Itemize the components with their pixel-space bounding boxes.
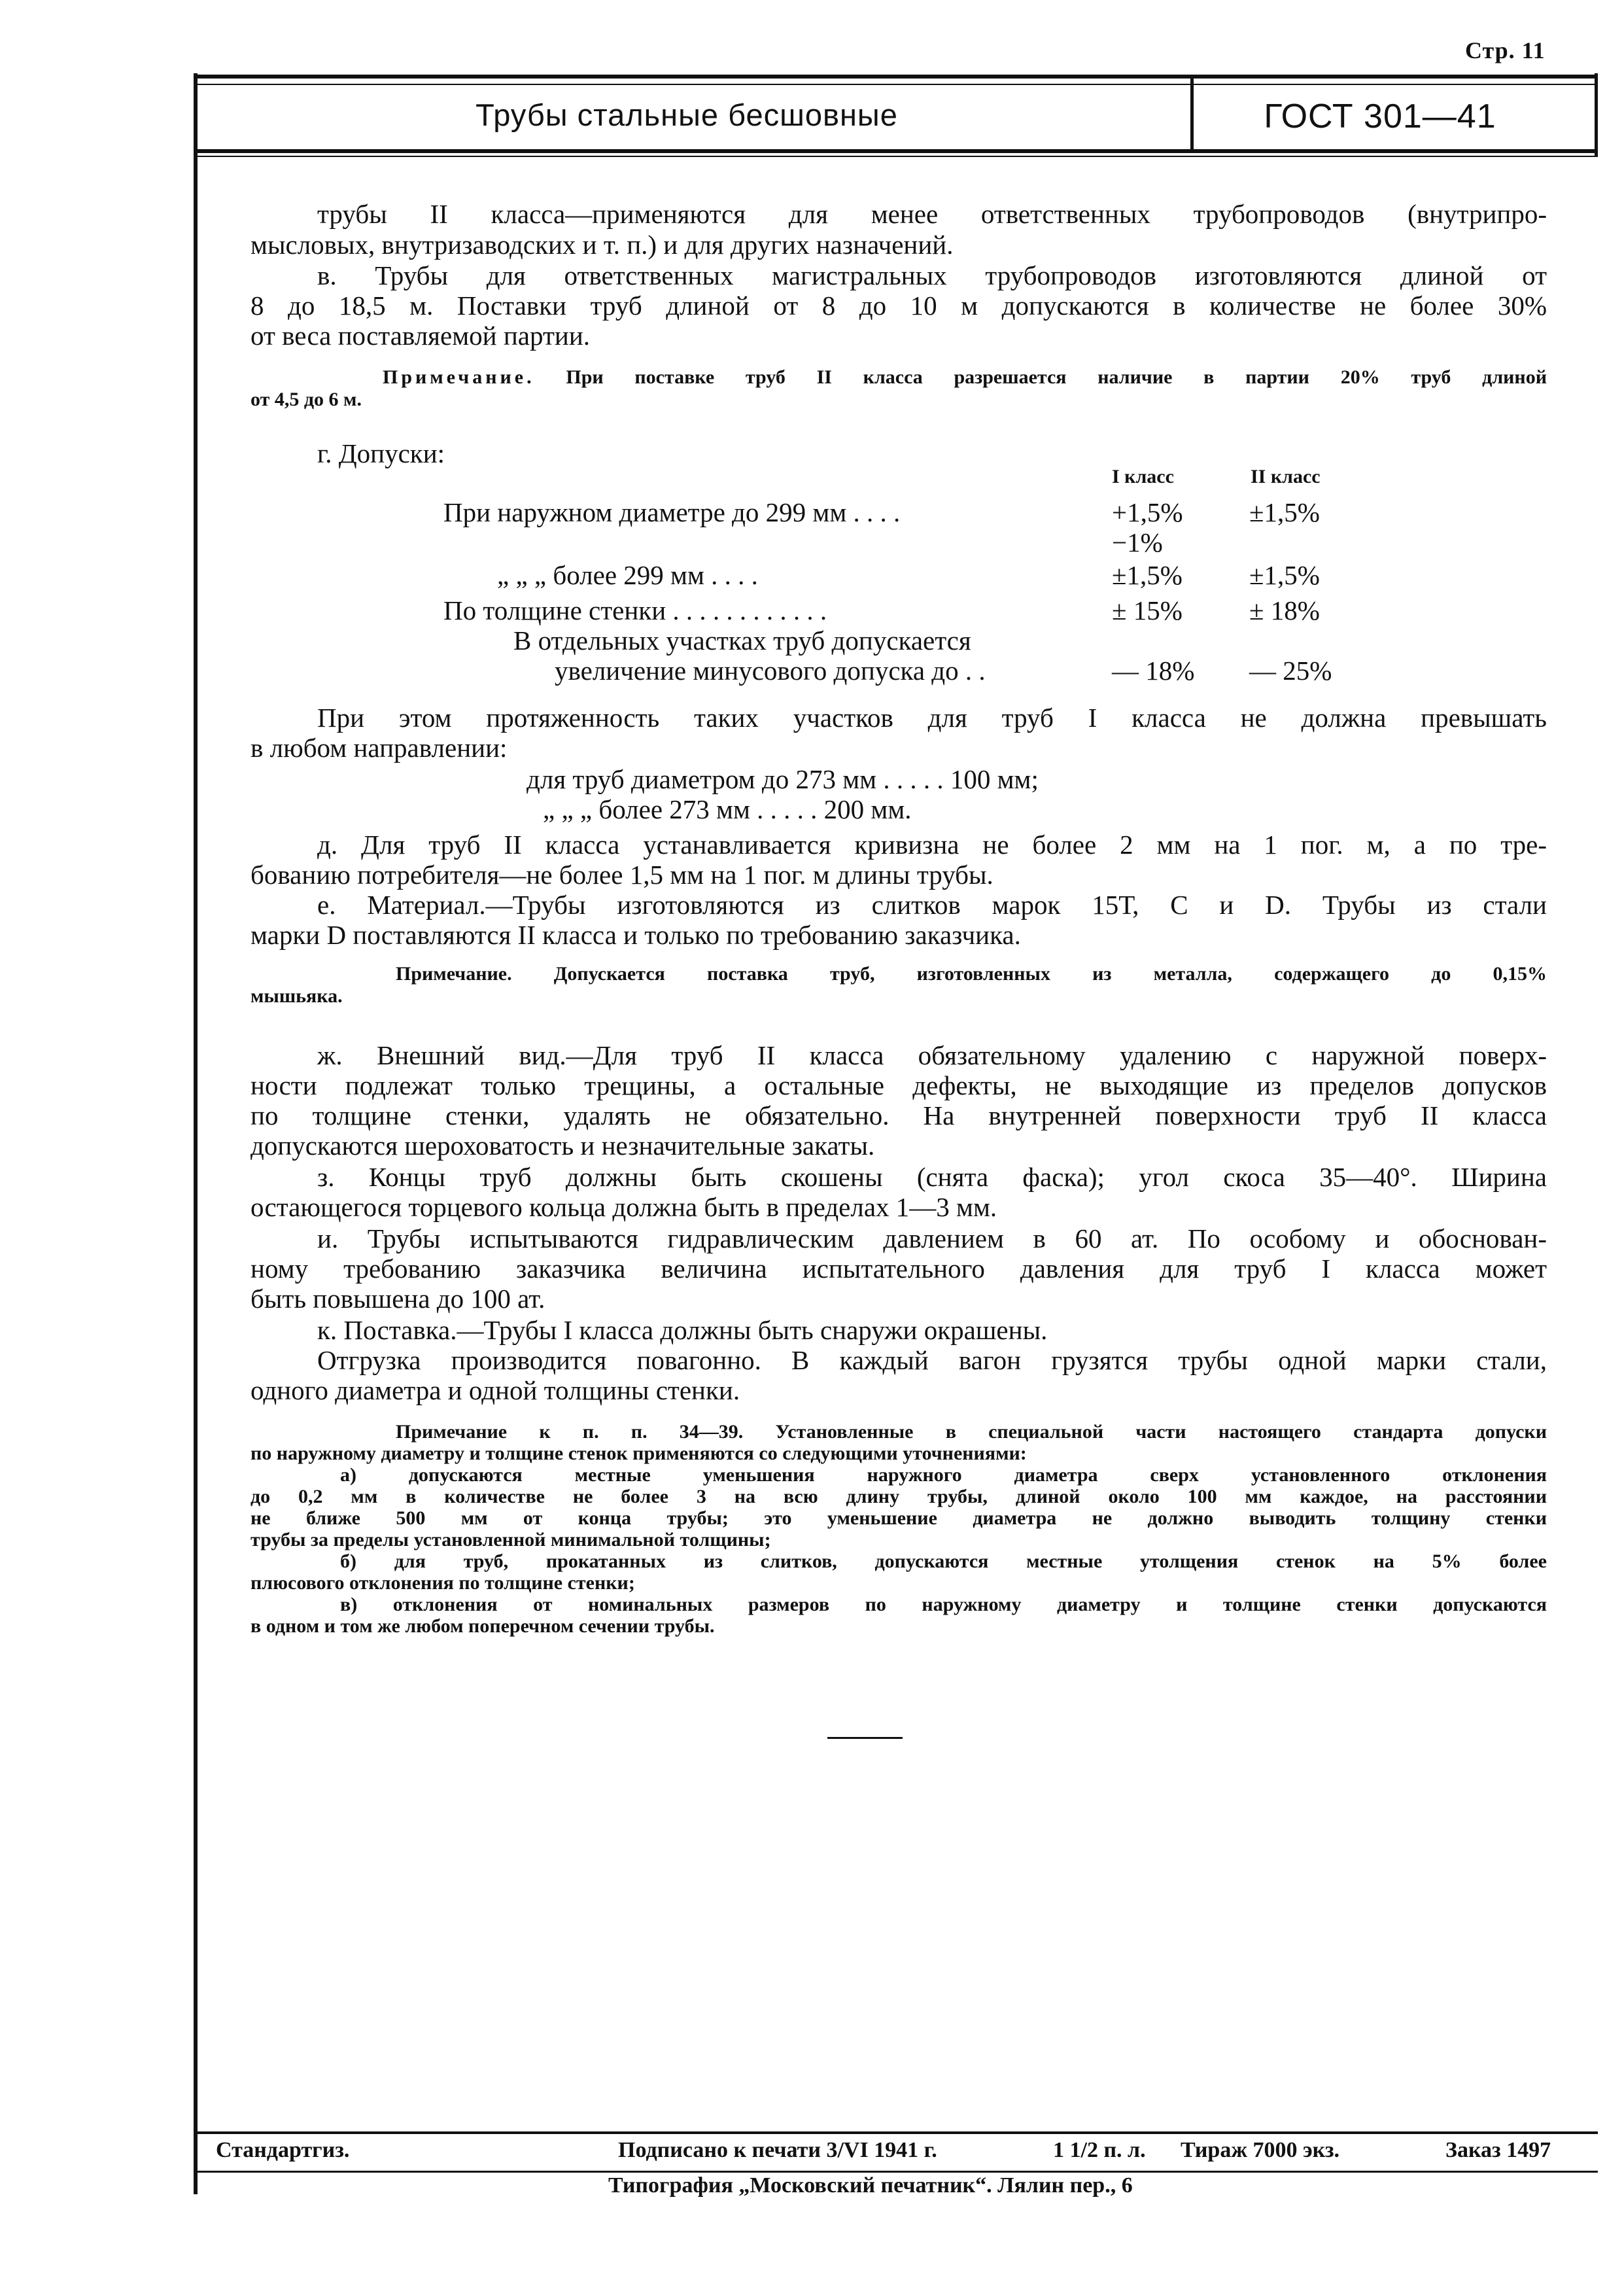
col-header-class2: II класс	[1251, 466, 1321, 487]
paragraph-line: и. Трубы испытываются гидравлическим давлением в 60 ат. По особому и обоснован-	[317, 1223, 1547, 1253]
note-line: по наружному диаметру и толщине стенок применяются со следующими уточнениями:	[251, 1443, 1027, 1464]
header-top-rule	[194, 75, 1598, 79]
note-line: а) допускаются местные уменьшения наружного диаметра сверх установленного отклонения	[340, 1464, 1547, 1486]
paragraph-line: трубы II класса—применяются для менее ответственных трубопроводов (внутрипро-	[317, 199, 1547, 229]
footer-order: Заказ 1497	[1445, 2138, 1551, 2162]
tol-row-c2: — 25%	[1249, 656, 1332, 686]
tol-row-label: „ „ „ более 299 мм . . . .	[497, 560, 758, 590]
paragraph-line: ному требованию заказчика величина испытательного давления для труб I класса может	[251, 1253, 1547, 1284]
footer-publisher: Стандартгиз.	[216, 2138, 350, 2162]
paragraph-line: одного диаметра и одной толщины стенки.	[251, 1375, 740, 1405]
footer-sheets: 1 1/2 п. л.	[1053, 2138, 1146, 2162]
paragraph-line: марки D поставляются II класса и только по требованию заказчика.	[251, 920, 1021, 950]
tol-row-c1: ±1,5%	[1112, 560, 1183, 590]
extent-row: „ „ „ более 273 мм . . . . . 200 мм.	[543, 794, 912, 824]
note-line: б) для труб, прокатанных из слитков, допускаются местные утолщения стенок на 5% более	[340, 1550, 1547, 1572]
note-label: Примечание.	[383, 366, 535, 388]
tol-row-label: При наружном диаметре до 299 мм . . . .	[443, 497, 901, 527]
footer-bottom-rule	[194, 2171, 1598, 2173]
paragraph-line: от веса поставляемой партии.	[251, 321, 591, 351]
standard-number: ГОСТ 301—41	[1264, 97, 1496, 135]
paragraph-line: допускаются шероховатость и незначительные закаты.	[251, 1130, 875, 1161]
paragraph-line: 8 до 18,5 м. Поставки труб длиной от 8 до 10 м допускаются в количестве не более 30%	[251, 290, 1547, 321]
note-line: плюсового отклонения по толщине стенки;	[251, 1572, 635, 1594]
tol-row-label: По толщине стенки . . . . . . . . . . . .	[443, 595, 827, 625]
extent-row: для труб диаметром до 273 мм . . . . . 100 мм;	[527, 764, 1039, 794]
footer-printer: Типография „Московский печатник“. Лялин пер., 6	[608, 2173, 1133, 2198]
paragraph-line: ности подлежат только трещины, а остальные дефекты, не выходящие из пределов допусков	[251, 1070, 1547, 1100]
footer-top-rule	[194, 2131, 1598, 2134]
paragraph-line: по толщине стенки, удалять не обязательно. На внутренней поверхности труб II класса	[251, 1100, 1547, 1130]
header-bottom-rule-thin	[194, 156, 1598, 157]
paragraph-line: з. Концы труб должны быть скошены (снята фаска); угол скоса 35—40°. Ширина	[317, 1162, 1547, 1192]
footer-signed: Подписано к печати 3/VI 1941 г.	[618, 2138, 937, 2162]
paragraph-line: ж. Внешний вид.—Для труб II класса обязательному удалению с наружной поверх-	[317, 1040, 1547, 1070]
tol-row-c1: +1,5%	[1112, 497, 1183, 527]
note-line: в) отклонения от номинальных размеров по наружному диаметру и толщине стенки допускаются	[340, 1594, 1547, 1615]
note-line: Примечание. Допускается поставка труб, изготовленных из металла, содержащего до 0,15%	[396, 963, 1547, 985]
note-line: не ближе 500 мм от конца трубы; это уменьшение диаметра не должно выводить толщину стенки	[251, 1507, 1547, 1529]
paragraph-line: е. Материал.—Трубы изготовляются из слитков марок 15Т, С и D. Трубы из стали	[317, 890, 1547, 920]
paragraph-line: д. Для труб II класса устанавливается кривизна не более 2 мм на 1 пог. м, а по тре-	[317, 830, 1547, 860]
header-bottom-rule	[194, 149, 1598, 153]
paragraph-line: Отгрузка производится повагонно. В каждый вагон грузятся трубы одной марки стали,	[317, 1345, 1547, 1375]
paragraph-line: быть повышена до 100 ат.	[251, 1284, 545, 1314]
tol-row-c1: ± 15%	[1112, 595, 1183, 625]
note-line: мышьяка.	[251, 985, 343, 1007]
note-line: от 4,5 до 6 м.	[251, 389, 362, 410]
col-header-class1: I класс	[1112, 466, 1174, 487]
note-line: в одном и том же любом поперечном сечении трубы.	[251, 1615, 715, 1637]
paragraph-line: мысловых, внутризаводских и т. п.) и для других назначений.	[251, 230, 954, 260]
header-divider	[1190, 79, 1194, 152]
tol-row-c2: ±1,5%	[1249, 560, 1320, 590]
note-line: до 0,2 мм в количестве не более 3 на всю длину трубы, длиной около 100 мм каждое, на расстоянии	[251, 1486, 1547, 1507]
left-border	[194, 73, 198, 2194]
paragraph-line: При этом протяженность таких участков для труб I класса не должна превышать	[317, 703, 1547, 733]
tolerances-heading: г. Допуски:	[317, 438, 445, 468]
page-number: Стр. 11	[1465, 37, 1546, 63]
right-border	[1595, 73, 1598, 157]
paragraph-line: остающегося торцевого кольца должна быть в пределах 1—3 мм.	[251, 1192, 997, 1222]
tol-row-label: В отдельных участках труб допускается	[513, 625, 971, 656]
tol-row-c2: ±1,5%	[1249, 497, 1320, 527]
paragraph-line: бованию потребителя—не более 1,5 мм на 1 пог. м длины трубы.	[251, 860, 993, 890]
header-top-rule-thin	[194, 84, 1598, 85]
paragraph-line: к. Поставка.—Трубы I класса должны быть снаружи окрашены.	[317, 1315, 1048, 1345]
tol-row-c2: ± 18%	[1249, 595, 1320, 625]
note-text: При поставке труб II класса разрешается наличие в партии 20% труб длиной	[566, 366, 1547, 388]
note-line	[383, 366, 1547, 388]
footer-print-run: Тираж 7000 экз.	[1181, 2138, 1339, 2162]
paragraph-line: в любом направлении:	[251, 733, 508, 763]
tol-row-c1: −1%	[1112, 527, 1163, 557]
tol-row-label: увеличение минусового допуска до . .	[555, 656, 986, 686]
paragraph-line: в. Трубы для ответственных магистральных трубопроводов изготовляются длиной от	[317, 260, 1547, 290]
text-end-separator	[827, 1737, 903, 1739]
note-line: трубы за пределы установленной минимальной толщины;	[251, 1529, 771, 1550]
tol-row-c1: — 18%	[1112, 656, 1195, 686]
note-line: Примечание к п. п. 34—39. Установленные в специальной части настоящего стандарта допуски	[396, 1421, 1547, 1443]
document-title: Трубы стальные бесшовные	[475, 97, 898, 132]
